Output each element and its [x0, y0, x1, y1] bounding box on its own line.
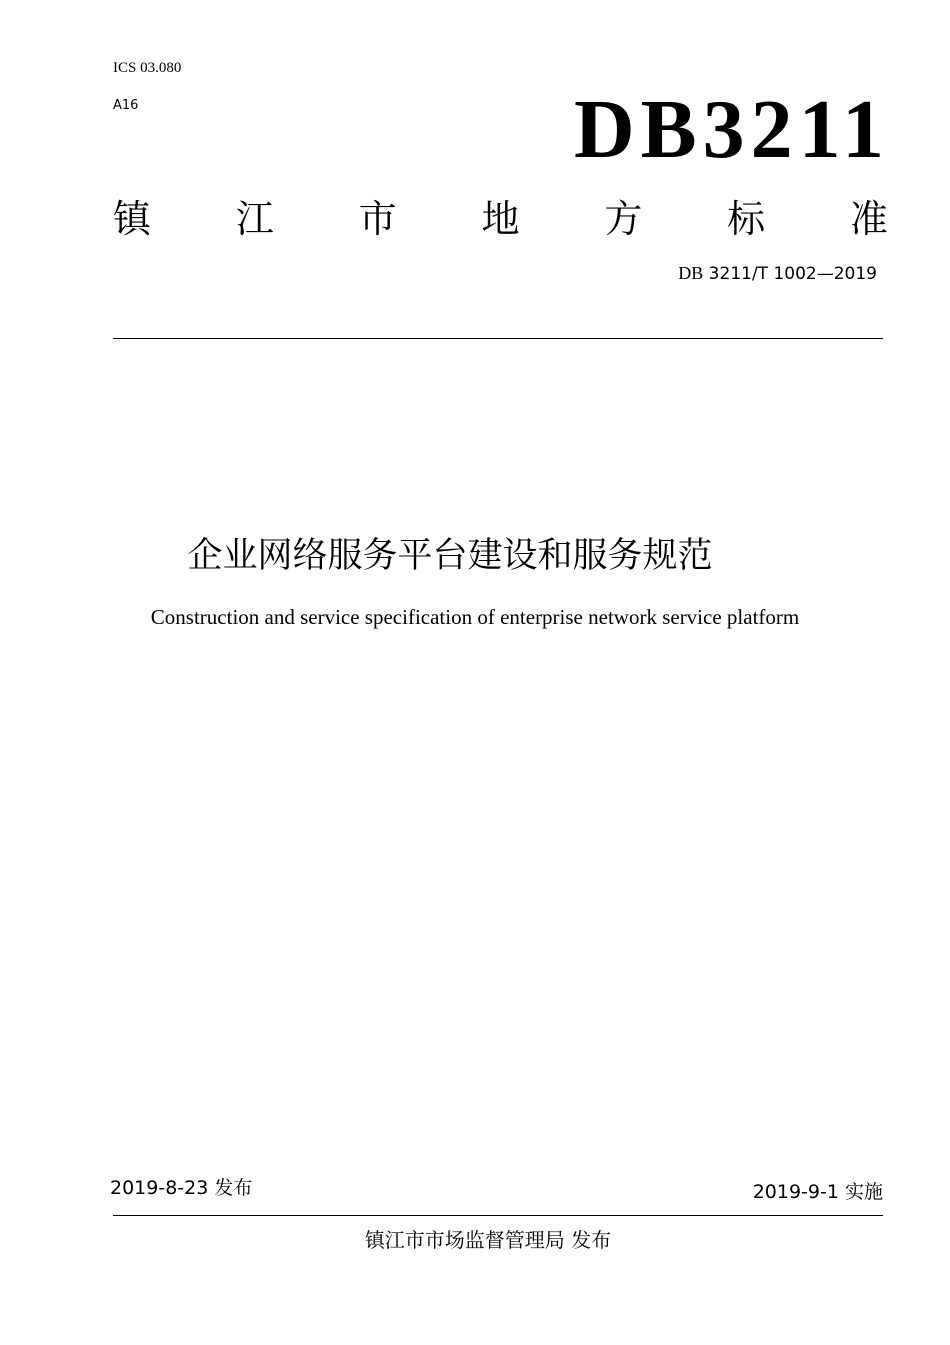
header-divider	[113, 338, 883, 339]
issue-date: 2019-8-23 发布	[110, 1177, 253, 1199]
ccs-code: A16	[113, 98, 139, 113]
standard-type-char: 江	[235, 197, 274, 241]
standard-type-char: 标	[727, 197, 766, 241]
implementation-date: 2019-9-1 实施	[752, 1181, 883, 1203]
standard-number	[678, 263, 877, 284]
title-english: Construction and service specification of enterprise network service platform	[150, 605, 800, 629]
standard-type-char: 地	[481, 197, 520, 241]
ics-code: ICS 03.080	[113, 60, 182, 76]
standard-code: DB3211	[573, 83, 890, 176]
standard-number-prefix: DB	[678, 263, 704, 283]
publisher: 镇江市市场监督管理局 发布	[364, 1228, 612, 1252]
standard-type-char: 市	[358, 197, 397, 241]
standard-type	[113, 197, 888, 241]
title-chinese: 企业网络服务平台建设和服务规范	[187, 536, 713, 576]
standard-number-rest: 3211/T 1002—2019	[703, 264, 877, 284]
standard-type-char: 镇	[113, 197, 152, 241]
standard-type-char: 方	[604, 197, 643, 241]
standard-type-char: 准	[849, 197, 888, 241]
footer-divider	[113, 1215, 883, 1216]
